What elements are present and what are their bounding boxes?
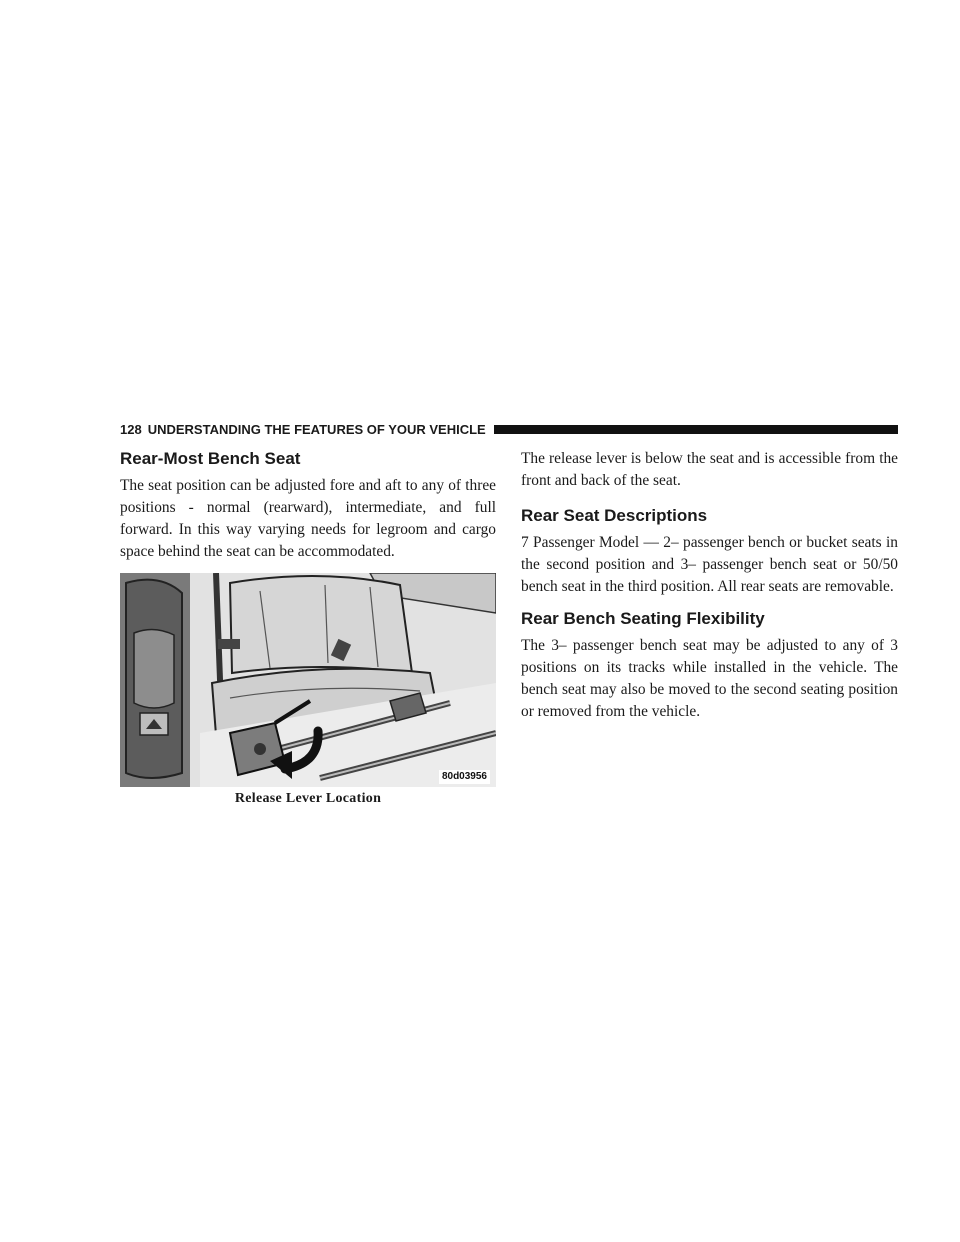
release-lever-paragraph: The release lever is below the seat and is accessible from the front and back of the seat. [521,450,898,489]
section-heading-rear-bench-seating-flexibility: Rear Bench Seating Flexibility [521,609,765,628]
left-column [120,448,496,807]
section-heading-rear-seat-descriptions: Rear Seat Descriptions [521,506,708,525]
section-body-rear-most-bench-seat: The seat position can be adjusted fore and aft to any of three positions - normal (rearward), intermediate, and full forward. In this way varying needs for legroom and cargo space behind the seat can be accommodated. [120,477,496,560]
figure-caption: Release Lever Location [234,791,382,806]
section-heading-rear-most-bench-seat: Rear-Most Bench Seat [120,449,301,468]
section-body-rear-bench-seating-flexibility: The 3– passenger bench seat may be adjusted to any of 3 positions on its tracks while installed in the vehicle. The bench seat may also be moved to the second seating position or removed from the vehicle. [521,637,898,720]
right-column [521,448,898,733]
release-lever-illustration [120,573,496,787]
page-header [120,418,898,440]
seat-drawing [120,573,496,787]
chapter-title: UNDERSTANDING THE FEATURES OF YOUR VEHICLE [147,421,486,437]
header-rule [494,425,898,434]
figure-code: 80d03956 [439,770,490,784]
page-number: 128 [120,421,142,437]
section-body-rear-seat-descriptions: 7 Passenger Model — 2– passenger bench or bucket seats in the second position and 3– passenger bench seat or 50/50 bench seat in the third position. All rear seats are removable. [521,534,898,595]
